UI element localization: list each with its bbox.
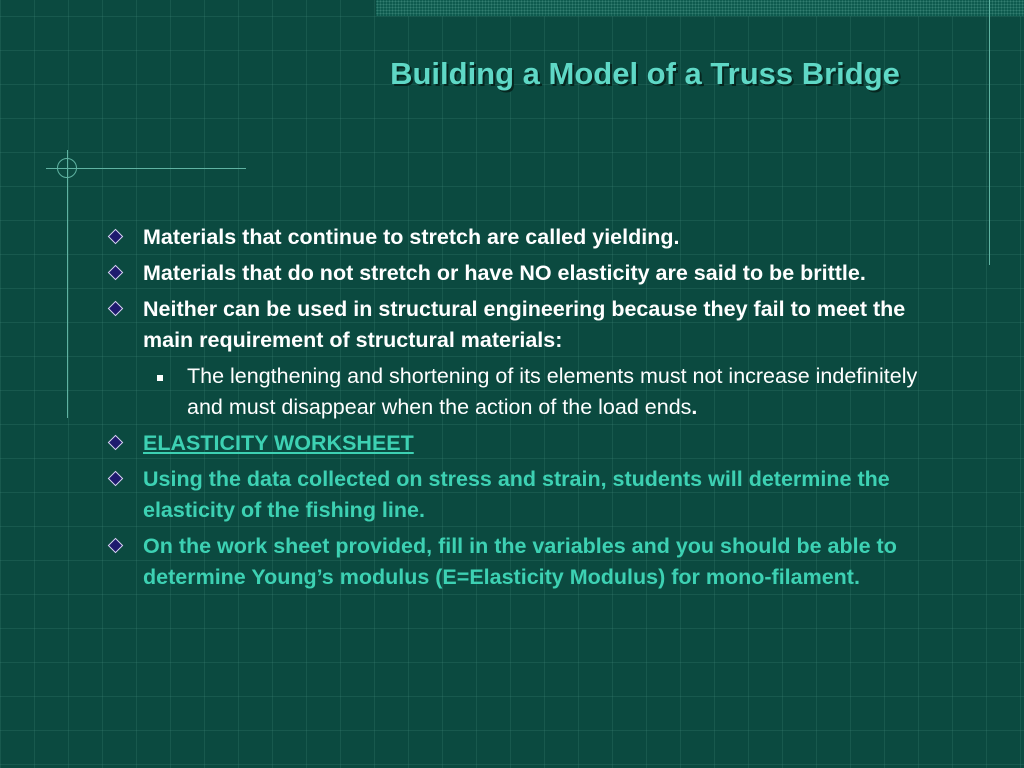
sub-bullet-item-lengthening (108, 361, 958, 423)
diamond-bullet-icon (108, 471, 124, 487)
diamond-bullet-icon (108, 301, 124, 317)
diamond-bullet-icon (108, 265, 124, 281)
bullet-text: Neither can be used in structural engineering because they fail to meet the main requirement of structural materials: (143, 297, 906, 352)
bullet-item-yielding (108, 222, 958, 253)
diamond-bullet-icon (108, 435, 124, 451)
bullet-item-brittle (108, 258, 958, 289)
corner-circle-decoration (57, 158, 77, 178)
elasticity-worksheet-link[interactable]: ELASTICITY WORKSHEET (143, 431, 414, 455)
bullet-item-youngs-modulus (108, 531, 958, 593)
bullet-item-data-collected (108, 464, 958, 526)
diamond-bullet-icon (108, 229, 124, 245)
bullet-text: Materials that continue to stretch are called yielding. (143, 225, 680, 249)
sub-bullet-text: The lengthening and shortening of its elements must not increase indefinitely and must disappear when the action of the load ends (187, 364, 918, 419)
diamond-bullet-icon (108, 538, 124, 554)
bullet-text: Materials that do not stretch or have NO elasticity are said to be brittle. (143, 261, 866, 285)
right-vertical-line (989, 0, 990, 265)
bullet-list (108, 222, 958, 598)
slide-title: Building a Model of a Truss Bridge (390, 56, 900, 91)
bullet-item-structural-requirement (108, 294, 958, 356)
sub-bullet-period: . (691, 395, 698, 419)
bullet-text: Using the data collected on stress and strain, students will determine the elasticity of the fishing line. (143, 467, 890, 522)
bullet-text: On the work sheet provided, fill in the variables and you should be able to determine Young’s modulus (E=Elasticity Modulus) for mono-filament. (143, 534, 897, 589)
left-vertical-line (67, 150, 68, 418)
top-decorative-band (376, 0, 1024, 16)
bullet-item-worksheet (108, 428, 958, 459)
square-bullet-icon (157, 375, 163, 381)
